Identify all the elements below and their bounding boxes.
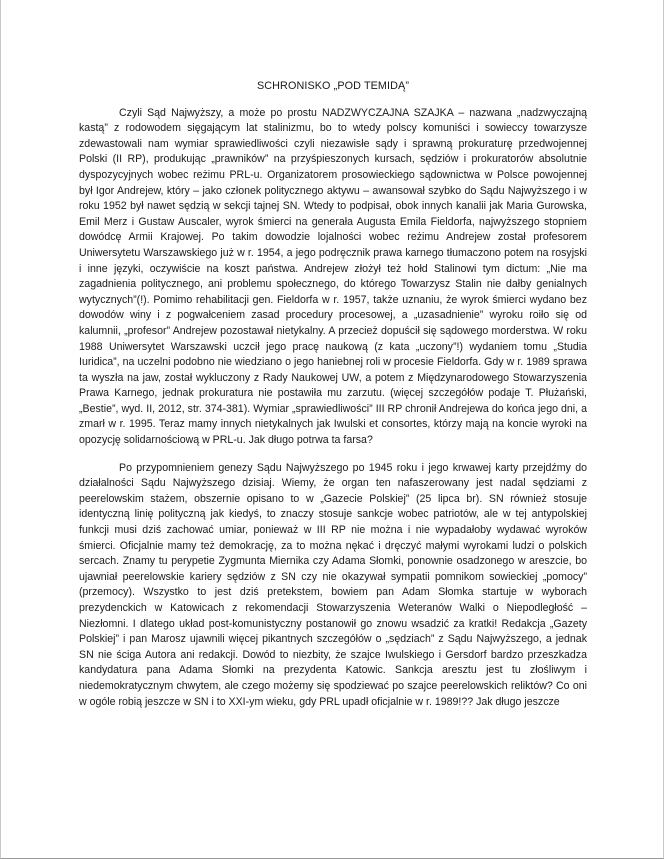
paragraph-1: Czyli Sąd Najwyższy, a może po prostu NADZWYCZAJNA SZAJKA – nazwana „nadzwyczajną kastą” z rodowodem sięgającym lat stalinizmu, bo to wtedy polscy komuniści i sowieccy towarzysze zdewastowali nam wymiar sprawiedliwości czyli niezawisłe sądy i sprawną prokuraturę przedwojennej Polski (II RP), produkując „prawników” na przyśpieszonych kursach, sędziów i prokuratorów absolutnie dyspozycyjnych wobec reżimu PRL-u. Organizatorem prosowieckiego sądownictwa w Polsce powojennej był Igor Andrejew, który – jako członek politycznego aktywu – awansował szybko do Sądu Najwyższego i w roku 1952 był nawet sędzią w sekcji tajnej SN. Wtedy to podpisał, obok innych kanalii jak Maria Gurowska, Emil Merz i Gustaw Auscaler, wyrok śmierci na generała Augusta Emila Fieldorfa, najwyższego stopniem dowódcę Armii Krajowej. Po takim dowodzie lojalności wobec reżimu Andrejew został profesorem Uniwersytetu Warszawskiego już w r. 1954, a jego podręcznik prawa karnego tłumaczono potem na rosyjski i inne języki, oczywiście na koszt państwa. Andrejew złożył też hołd Stalinowi tym dictum: „Nie ma zagadnienia politycznego, ani problemu społecznego, do którego Towarzysz Stalin nie dałby genialnych wytycznych”(!). Pomimo rehabilitacji gen. Fieldorfa w r. 1957, także uznaniu, że wyrok śmierci wydano bez dowodów winy i z pogwałceniem zasad procedury procesowej, a „uzasadnienie” wyroku roiło się od kalumnii, „profesor” Andrejew pozostawał nietykalny. A przecież dopuścił się sądowego morderstwa. W roku 1988 Uniwersytet Warszawski uczcił jego pracę naukową (z kata „uczony”!) wydaniem tomu „Studia Iuridica”, na uczelni podobno nie wiedziano o jego haniebnej roli w procesie Fieldorfa. Gdy w r. 1989 sprawa ta wyszła na jaw, został wykluczony z Rady Naukowej UW, a potem z Międzynarodowego Stowarzyszenia Prawa Karnego, jednak prokuratura nie postawiła mu zarzutu. (więcej szczegółów podaje T. Płużański, „Bestie”, wyd. II, 2012, str. 374-381). Wymiar „sprawiedliwości” III RP chronił Andrejewa do końca jego dni, a zmarł w r. 1995. Teraz mamy innych nietykalnych jak Iwulski et consortes, którzy mają na koncie wyroki na opozycję solidarnościową w PRL-u. Jak długo potrwa ta farsa?: [79, 106, 587, 447]
document-body: [79, 79, 587, 710]
document-title: SCHRONISKO „POD TEMIDĄ”: [256, 80, 410, 92]
paragraph-2: Po przypomnieniem genezy Sądu Najwyższego po 1945 roku i jego krwawej karty przejdźmy do działalności Sądu Najwyższego dzisiaj. Wiemy, że organ ten nafaszerowany jest nadal sędziami z peerelowskim stażem, obszernie opisano to w „Gazecie Polskiej” (25 lipca br). SN również stosuje identyczną linię polityczną jak kiedyś, to znaczy stosuje sankcje wobec patriotów, ale w tej antypolskiej funkcji musi dziś zachować umiar, ponieważ w III RP nie można i nie wypadałoby wydawać wyroków śmierci. Oficjalnie mamy też demokrację, za to można nękać i dręczyć małymi wyrokami ludzi o polskich sercach. Znamy tu perypetie Zygmunta Miernika czy Adama Słomki, ponownie osadzonego w areszcie, bo ujawniał peerelowskie kariery sędziów z SN czy nie okazywał sympatii pomnikom sowieckiej „pomocy” (przemocy). Wszystko to jest dziś pretekstem, bowiem pan Adam Słomka startuje w wyborach prezydenckich w Katowicach z rekomendacji Stowarzyszenia Weteranów Walki o Niepodległość – Niezłomni. I dlatego układ post-komunistyczny postanowił go znowu wsadzić za kratki! Redakcja „Gazety Polskiej” i pan Marosz ujawnili więcej pikantnych szczegółów o „sędziach” z Sądu Najwyższego, a jednak SN nie ściga Autora ani redakcji. Dowód to niezbity, że szajce Iwulskiego i Gersdorf bardzo przeszkadza kandydatura pana Adama Słomki na prezydenta Katowic. Sankcja aresztu jest tu złośliwym i niedemokratycznym chwytem, ale czego możemy się spodziewać po szajce peerelowskich reliktów? Co oni w ogóle robią jeszcze w SN i to XXI-ym wieku, gdy PRL upadł oficjalnie w r. 1989!?? Jak długo jeszcze: [79, 461, 587, 708]
